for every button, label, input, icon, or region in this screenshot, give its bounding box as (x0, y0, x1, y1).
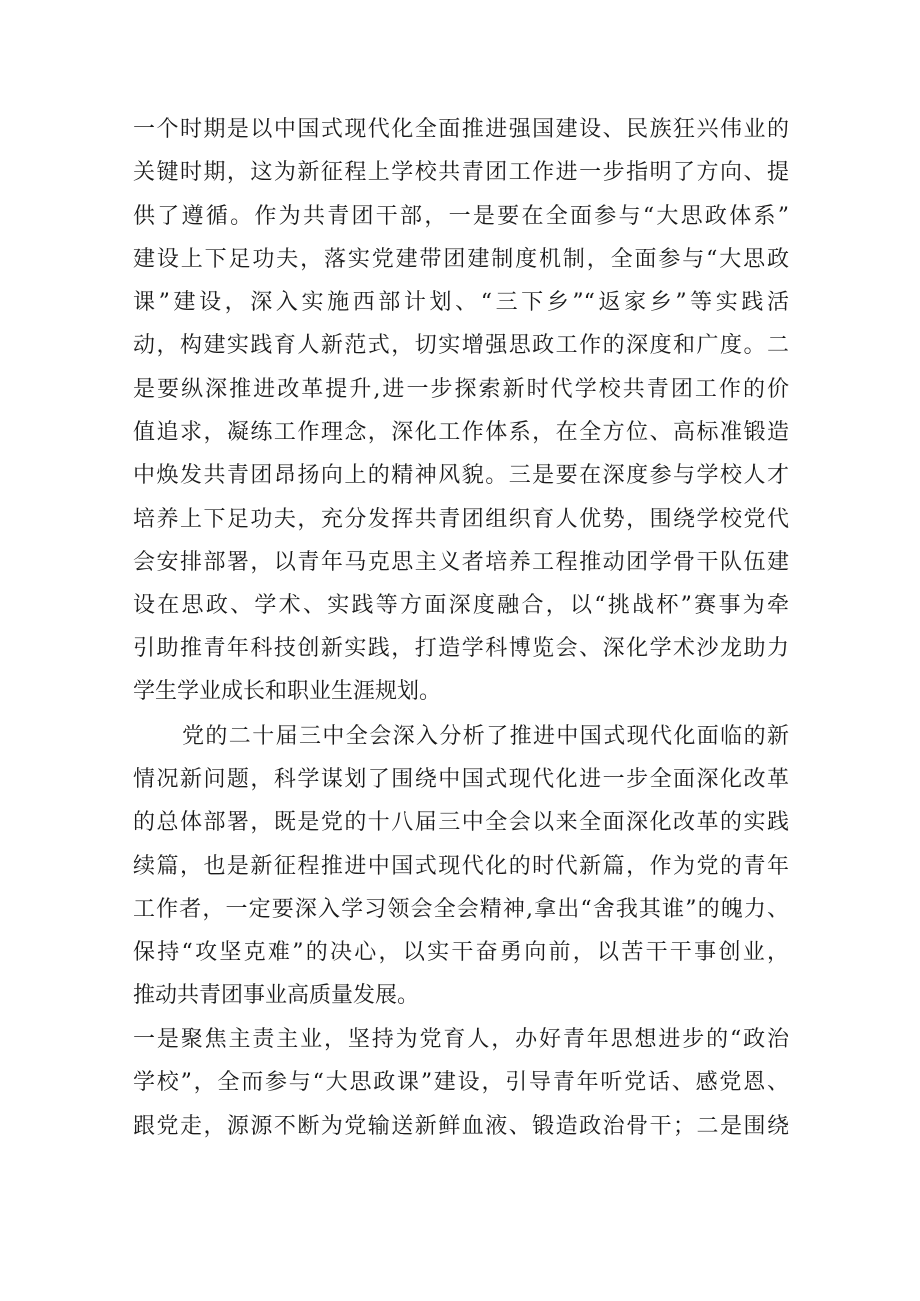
text-line: 关键时期，这为新征程上学校共青团工作进一步指明了方向、提 (133, 160, 789, 185)
text-line: 推动共青团事业高质量发展。 (133, 983, 420, 1008)
text-line: 跟党走，源源不断为党输送新鲜血液、锻造政治骨干；二是围绕 (133, 1114, 789, 1139)
text-line: 续篇，也是新征程推进中国式现代化的时代新篇，作为党的青年 (133, 854, 789, 879)
text-line: 学校”，全而参与“大思政课”建设，引导青年听党话、感党恩、 (133, 1070, 789, 1095)
text-line: 课”建设，深入实施西部计划、“三下乡”“返家乡”等实践活 (133, 290, 789, 315)
text-line: 情况新问题，科学谋划了围绕中国式现代化进一步全面深化改革 (133, 767, 789, 792)
text-line: 供了遵循。作为共青团干部，一是要在全面参与“大思政体系” (133, 204, 789, 229)
text-line: 工作者，一定要深入学习领会全会精神,拿出“舍我其谁”的魄力、 (133, 897, 789, 922)
text-line: 引助推青年科技创新实践，打造学科博览会、深化学术沙龙助力 (133, 636, 789, 661)
text-line: 动，构建实践育人新范式，切实增强思政工作的深度和广度。二 (133, 333, 789, 358)
text-line: 培养上下足功夫，充分发挥共青团组织育人优势，围绕学校党代 (133, 507, 789, 532)
text-line: 建设上下足功夫，落实党建带团建制度机制，全面参与“大思政 (133, 247, 789, 272)
text-line: 一是聚焦主责主业，坚持为党育人，办好青年思想进步的“政治 (133, 1027, 789, 1052)
text-line: 一个时期是以中国式现代化全面推进强国建设、民族狂兴伟业的 (133, 117, 789, 142)
text-line: 设在思政、学术、实践等方面深度融合，以“挑战杯”赛事为牵 (133, 593, 789, 618)
text-line: 会安排部署，以青年马克思主义者培养工程推动团学骨干队伍建 (133, 550, 789, 575)
text-line: 的总体部署，既是党的十八届三中全会以来全面深化改革的实践 (133, 810, 789, 835)
text-line: 中焕发共青团昂扬向上的精神风貌。三是要在深度参与学校人才 (133, 463, 789, 488)
text-line: 保持“攻坚克难”的决心，以实干奋勇向前，以苦干干事创业， (133, 940, 789, 965)
text-line: 党的二十届三中全会深入分析了推进中国式现代化面临的新 (182, 724, 789, 749)
text-line: 学生学业成长和职业生涯规划。 (133, 679, 442, 704)
text-line: 值追求，凝练工作理念，深化工作体系，在全方位、高标准锻造 (133, 420, 789, 445)
text-line: 是要纵深推进改革提升,进一步探索新时代学校共青团工作的价 (133, 377, 789, 402)
